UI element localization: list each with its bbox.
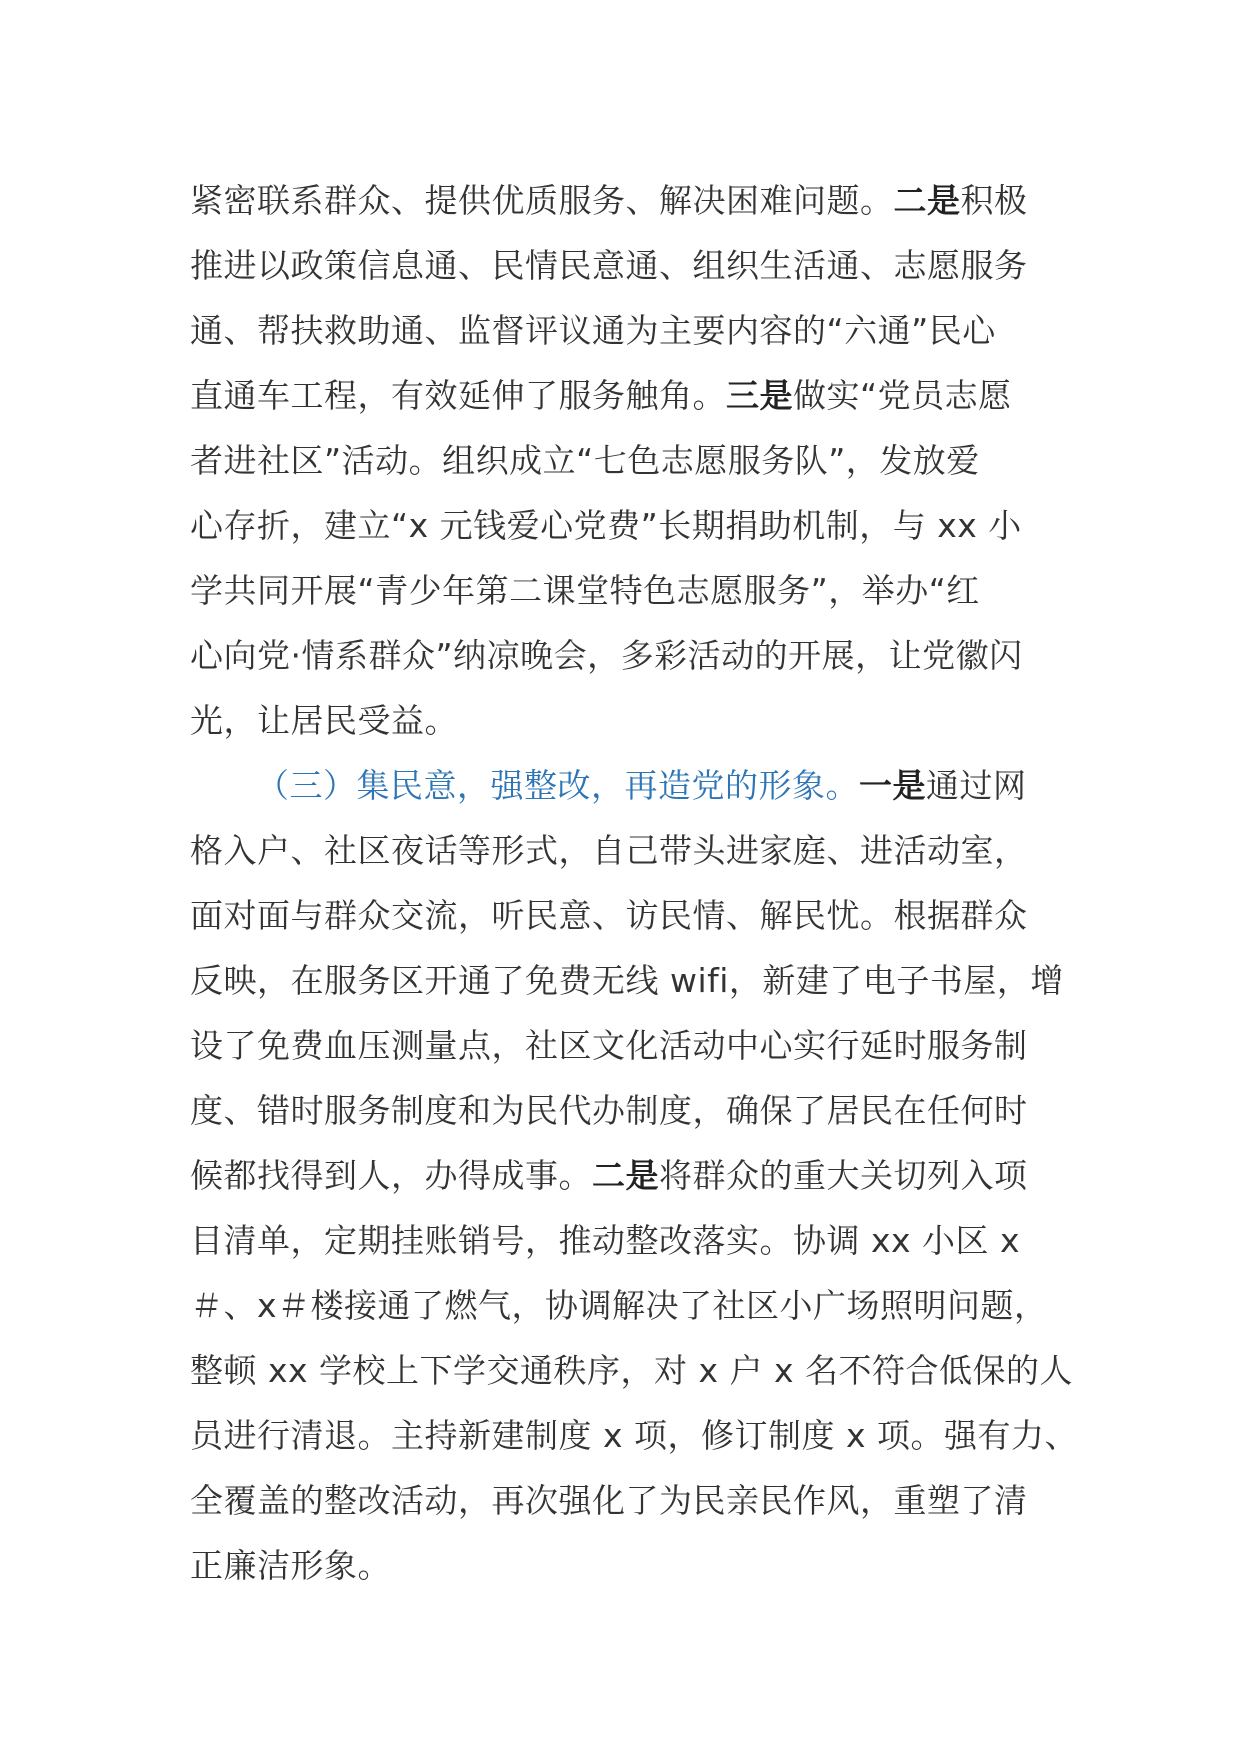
body-text: 光，让居民受益。 <box>190 701 458 740</box>
paragraph-line <box>190 428 1070 493</box>
body-text: 正廉洁形象。 <box>190 1546 391 1585</box>
paragraph-line <box>190 1468 1070 1533</box>
section-heading: （三）集民意，强整改，再造党的形象。 <box>256 766 859 805</box>
body-text: 做实“党员志愿 <box>793 376 1012 415</box>
section-heading-line <box>190 753 1070 818</box>
paragraph-line <box>190 948 1070 1013</box>
document-body <box>190 168 1079 1598</box>
body-text: 将群众的重大关切列入项 <box>659 1156 1028 1195</box>
body-text: 员进行清退。主持新建制度 x 项，修订制度 x 项。强有力、 <box>190 1416 1079 1455</box>
body-text: 心存折，建立“x 元钱爱心党费”长期捐助机制，与 xx 小 <box>190 506 1022 545</box>
paragraph-line <box>190 1208 1070 1273</box>
paragraph-line <box>190 1338 1074 1403</box>
body-text: 全覆盖的整改活动，再次强化了为民亲民作风，重塑了清 <box>190 1481 1028 1520</box>
body-text: 度、错时服务制度和为民代办制度，确保了居民在任何时 <box>190 1091 1028 1130</box>
paragraph-line <box>190 1078 1070 1143</box>
body-text: 整顿 xx 学校上下学交通秩序，对 x 户 x 名不符合低保的人 <box>190 1351 1074 1390</box>
body-text: 通、帮扶救助通、监督评议通为主要内容的“六通”民心 <box>190 311 996 350</box>
body-text: 积极 <box>960 181 1028 220</box>
body-text: 通过网 <box>926 766 1027 805</box>
body-text: ＃、x＃楼接通了燃气，协调解决了社区小广场照明问题， <box>190 1286 1048 1325</box>
emphasis-text: 三是 <box>726 376 793 415</box>
body-text: 目清单，定期挂账销号，推动整改落实。协调 xx 小区 x <box>190 1221 1021 1260</box>
body-text: 紧密联系群众、提供优质服务、解决困难问题。 <box>190 181 894 220</box>
paragraph-line <box>190 1013 1070 1078</box>
body-text: 推进以政策信息通、民情民意通、组织生活通、志愿服务 <box>190 246 1028 285</box>
emphasis-text: 二是 <box>893 181 961 220</box>
paragraph-line <box>190 493 1070 558</box>
paragraph-line <box>190 363 1070 428</box>
body-text: 者进社区”活动。组织成立“七色志愿服务队”，发放爱 <box>190 441 980 480</box>
body-text: 格入户、社区夜话等形式，自己带头进家庭、进活动室， <box>190 831 1028 870</box>
paragraph-line <box>190 233 1070 298</box>
body-text: 候都找得到人，办得成事。 <box>190 1156 592 1195</box>
paragraph-line <box>190 623 1070 688</box>
paragraph-line <box>190 883 1070 948</box>
body-text: 设了免费血压测量点，社区文化活动中心实行延时服务制 <box>190 1026 1028 1065</box>
paragraph-line <box>190 1273 1070 1338</box>
body-text: 心向党·情系群众”纳凉晚会，多彩活动的开展，让党徽闪 <box>190 636 1023 675</box>
paragraph-line <box>190 818 1070 883</box>
emphasis-text: 一是 <box>859 766 926 805</box>
paragraph-line <box>190 298 1070 363</box>
paragraph-line <box>190 168 1070 233</box>
paragraph-line <box>190 1143 1070 1208</box>
body-text: 直通车工程，有效延伸了服务触角。 <box>190 376 726 415</box>
body-text: 面对面与群众交流，听民意、访民情、解民忧。根据群众 <box>190 896 1028 935</box>
emphasis-text: 二是 <box>592 1156 659 1195</box>
paragraph-line <box>190 1403 1079 1468</box>
body-text: 反映，在服务区开通了免费无线 wifi，新建了电子书屋，增 <box>190 961 1064 1000</box>
paragraph-line <box>190 558 1070 623</box>
paragraph-line <box>190 688 1070 753</box>
paragraph-line <box>190 1533 1070 1598</box>
body-text: 学共同开展“青少年第二课堂特色志愿服务”，举办“红 <box>190 571 980 610</box>
